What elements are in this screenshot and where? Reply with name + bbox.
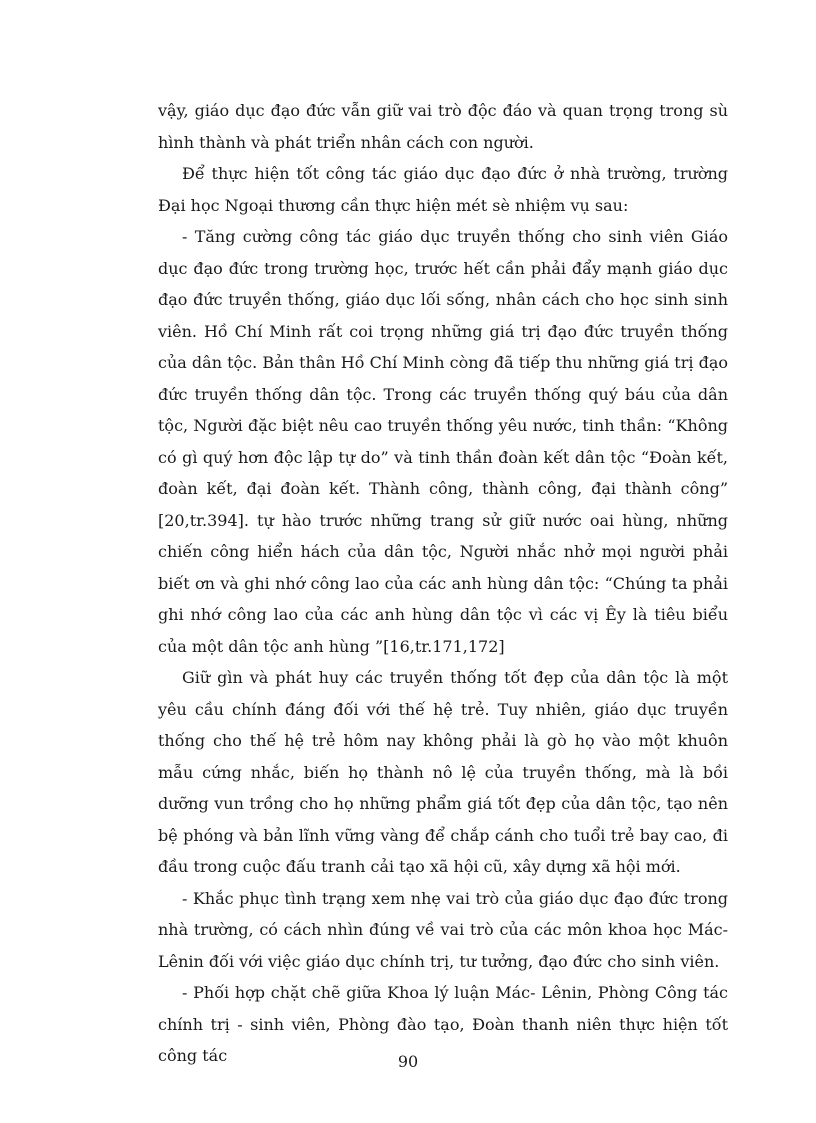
paragraph-preserve-traditions: Giữ gìn và phát huy các truyền thống tốt đẹp của dân tộc là một yêu cầu chính đáng đối với thế hệ trẻ. Tuy nhiên, giáo dục truyền thống cho thế hệ trẻ hôm nay không phải là gò họ vào một khuôn mẫu cứng nhắc, biến họ thành nô lệ của truyền thống, mà là bồi dưỡng vun trồng cho họ những phẩm giá tốt đẹp của dân tộc, tạo nên bệ phóng và bản lĩnh vững vàng để chắp cánh cho tuổi trẻ bay cao, đi đầu trong cuộc đấu tranh cải tạo xã hội cũ, xây dựng xã hội mới. (158, 668, 728, 876)
paragraph-continuation: vậy, giáo dục đạo đức vẫn giữ vai trò độc đáo và quan trọng trong sù hình thành và phát triển nhân cách con người. (158, 101, 728, 152)
paragraph-task-overcome-neglect: - Khắc phục tình trạng xem nhẹ vai trò của giáo dục đạo đức trong nhà trường, có cách nhìn đúng về vai trò của các môn khoa học Mác- Lênin đối với việc giáo dục chính trị, tư tưởng, đạo đức cho sinh viên. (158, 888, 728, 971)
paragraph-task-coordination: - Phối hợp chặt chẽ giữa Khoa lý luận Mác- Lênin, Phòng Công tác chính trị - sinh viên, Phòng đào tạo, Đoàn thanh niên thực hiện tốt công tác (158, 983, 728, 1065)
paragraph-intro-tasks: Để thực hiện tốt công tác giáo dục đạo đức ở nhà trường, trường Đại học Ngoại thương cần thực hiện mét sè nhiệm vụ sau: (158, 164, 728, 215)
paragraph-task-traditional-education: - Tăng cường công tác giáo dục truyền thống cho sinh viên Giáo dục đạo đức trong trường học, trước hết cần phải đẩy mạnh giáo dục đạo đức truyền thống, giáo dục lối sống, nhân cách cho học sinh sinh viên. Hồ Chí Minh rất coi trọng những giá trị đạo đức truyền thống của dân tộc. Bản thân Hồ Chí Minh còng đã tiếp thu những giá trị đạo đức truyền thống dân tộc. Trong các truyền thống quý báu của dân tộc, Người đặc biệt nêu cao truyền thống yêu nước, tinh thần: “Không có gì quý hơn độc lập tự do” và tinh thần đoàn kết dân tộc “Đoàn kết, đoàn kết, đại đoàn kết. Thành công, thành công, đại thành công” [20,tr.394]. tự hào trước những trang sử giữ nước oai hùng, những chiến công hiển hách của dân tộc, Người nhắc nhở mọi người phải biết ơn và ghi nhớ công lao của các anh hùng dân tộc: “Chúng ta phải ghi nhớ công lao của các anh hùng dân tộc vì các vị Êy là tiêu biểu của một dân tộc anh hùng ”[16,tr.171,172] (158, 227, 728, 656)
body-text (158, 95, 728, 1072)
page-number: 90 (397, 1052, 419, 1071)
